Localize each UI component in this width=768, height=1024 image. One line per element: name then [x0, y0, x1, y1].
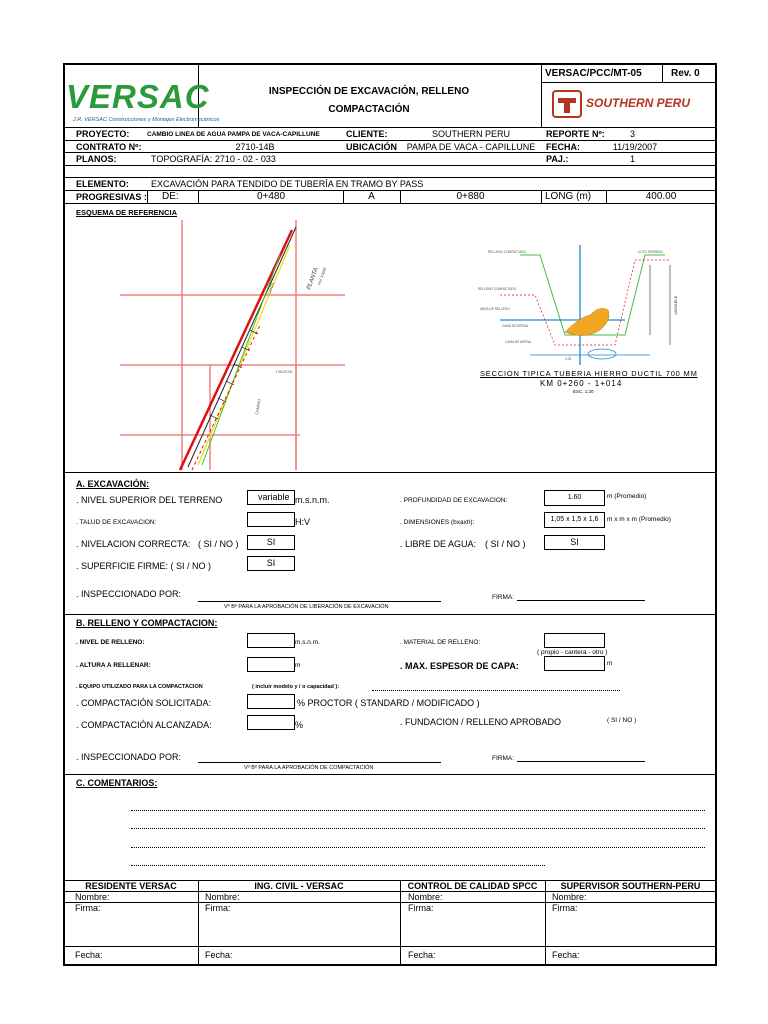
- superficie-firme-field[interactable]: SI: [247, 556, 295, 571]
- reporte-label: REPORTE Nº:: [546, 129, 605, 139]
- nivelacion-options: ( SI / NO ): [198, 539, 239, 549]
- svg-text:CANAL: CANAL: [266, 281, 276, 296]
- versac-logo: VERSAC: [66, 78, 210, 115]
- material-label: . MATERIAL DE RELLENO:: [400, 639, 481, 646]
- sig-nombre-1[interactable]: Nombre:: [75, 892, 110, 902]
- planos-value: TOPOGRAFÍA: 2710 - 02 - 033: [151, 154, 276, 164]
- divider: [541, 82, 716, 83]
- vobo-compactacion: Vº Bº PARA LA APROBACIÓN DE COMPACTACIÓN: [244, 765, 374, 771]
- divider: [64, 891, 716, 892]
- talud-field[interactable]: [247, 512, 295, 527]
- nivelacion-field[interactable]: SI: [247, 535, 295, 550]
- svg-text:1 BUZON: 1 BUZON: [275, 369, 293, 374]
- altura-unit: m: [295, 662, 301, 669]
- sig-col-calidad: CONTROL DE CALIDAD SPCC: [407, 881, 538, 891]
- divider: [64, 127, 716, 128]
- form-title-line2: COMPACTACIÓN: [328, 104, 410, 115]
- divider: [64, 152, 716, 153]
- divider: [400, 880, 401, 965]
- equipo-label: . EQUIPO UTILIZADO PARA LA COMPACTACION: [76, 684, 203, 690]
- svg-text:VARIABLE: VARIABLE: [673, 295, 678, 315]
- svg-text:CAMA DE ARENA: CAMA DE ARENA: [505, 340, 532, 344]
- superficie-firme-label: . SUPERFICIE FIRME: ( SI / NO ): [76, 561, 212, 571]
- svg-text:AREA DE RELLENO: AREA DE RELLENO: [480, 307, 510, 311]
- svg-text:RELLENO COMPACTADO: RELLENO COMPACTADO: [478, 287, 517, 291]
- vobo-excavacion: Vº Bº PARA LA APROBACIÓN DE LIBERACIÓN DE EXCAVACIÓN: [224, 604, 389, 610]
- profundidad-label: . PROFUNDIDAD DE EXCAVACION:: [400, 497, 508, 504]
- espesor-field[interactable]: [544, 656, 605, 671]
- divider: [64, 902, 716, 903]
- divider: [64, 140, 716, 141]
- firma-a-line[interactable]: [517, 600, 645, 601]
- sig-col-residente: RESIDENTE VERSAC: [85, 881, 177, 891]
- equipo-line[interactable]: [372, 690, 620, 691]
- nivel-sup-label: . NIVEL SUPERIOR DEL TERRENO: [76, 495, 223, 505]
- dimensiones-label: . DIMENSIONES (bxaxh):: [400, 519, 475, 526]
- comp-solicitada-unit: % PROCTOR ( STANDARD / MODIFICADO ): [297, 698, 480, 708]
- nivel-relleno-label: . NIVEL DE RELLENO:: [76, 639, 145, 646]
- plan-label: PLANTA: [306, 267, 320, 291]
- profundidad-field[interactable]: 1.60: [544, 490, 605, 506]
- sig-firma-1[interactable]: Firma:: [75, 903, 101, 913]
- nivel-relleno-unit: m.s.n.m.: [295, 639, 320, 646]
- section-km: KM 0+260 - 1+014: [540, 379, 623, 388]
- comp-alcanzada-unit: %: [295, 720, 304, 730]
- divider: [64, 472, 716, 473]
- divider: [541, 190, 542, 203]
- equipo-hint: ( incluir modelo y / o capacidad ):: [252, 684, 340, 690]
- logo-subtitle: J.R. VERSAC Construcciones y Montajes Electromecánicos: [73, 117, 220, 123]
- southern-peru-emblem: [552, 90, 582, 118]
- fecha-value: 11/19/2007: [612, 142, 658, 152]
- section-scale: ESC. 1:20: [573, 389, 594, 394]
- sig-fecha-1[interactable]: Fecha:: [75, 950, 103, 960]
- nivel-sup-field[interactable]: variable: [247, 490, 295, 505]
- sig-firma-4[interactable]: Firma:: [552, 903, 578, 913]
- inspeccionado-b-label: . INSPECCIONADO POR:: [76, 752, 182, 762]
- cliente-label: CLIENTE:: [346, 129, 388, 139]
- nivel-relleno-field[interactable]: [247, 633, 295, 648]
- material-options: ( propio - cantera - otro ): [537, 649, 608, 656]
- paj-label: PAJ.:: [546, 154, 569, 164]
- divider: [64, 774, 716, 775]
- svg-text:1.05: 1.05: [565, 357, 572, 361]
- section-title: SECCION TIPICA TUBERIA HIERRO DUCTIL 700 MM: [480, 369, 698, 378]
- comp-alcanzada-field[interactable]: [247, 715, 295, 730]
- comp-solicitada-label: . COMPACTACIÓN SOLICITADA:: [76, 698, 212, 708]
- firma-a-label: FIRMA:: [492, 594, 515, 601]
- cliente-value: SOUTHERN PERU: [431, 129, 510, 139]
- doc-code: VERSAC/PCC/MT-05: [545, 68, 642, 79]
- svg-text:COTA TERRENO: COTA TERRENO: [638, 250, 663, 254]
- divider: [198, 190, 199, 203]
- inspeccionado-a-line[interactable]: [198, 601, 441, 602]
- plan-view-drawing: [110, 215, 350, 475]
- talud-unit: H:V: [295, 517, 311, 527]
- long-value: 400.00: [645, 191, 677, 202]
- divider: [662, 64, 663, 82]
- comment-line-2[interactable]: [131, 828, 705, 829]
- svg-text:RELLENO COMPACTADO: RELLENO COMPACTADO: [488, 250, 527, 254]
- southern-peru-logo: SOUTHERN PERU: [586, 96, 691, 110]
- sig-col-ing-civil: ING. CIVIL - VERSAC: [254, 881, 344, 891]
- a-label: A: [368, 191, 375, 202]
- ubicacion-value: PAMPA DE VACA - CAPILLUNE: [406, 142, 536, 152]
- inspeccionado-a-label: . INSPECCIONADO POR:: [76, 589, 182, 599]
- libre-agua-field[interactable]: SI: [544, 535, 605, 550]
- divider: [64, 946, 716, 947]
- nivel-sup-unit: m.s.n.m.: [295, 495, 330, 505]
- sig-firma-2[interactable]: Firma:: [205, 903, 231, 913]
- sig-fecha-3[interactable]: Fecha:: [408, 950, 436, 960]
- fundacion-label: . FUNDACION / RELLENO APROBADO: [400, 717, 562, 727]
- plan-scale: Hor. 1:5000: [317, 266, 328, 286]
- comment-line-1[interactable]: [131, 810, 705, 811]
- sig-firma-3[interactable]: Firma:: [408, 903, 434, 913]
- divider: [64, 203, 716, 204]
- espesor-unit: m: [607, 660, 613, 667]
- form-title-line1: INSPECCIÓN DE EXCAVACIÓN, RELLENO: [268, 86, 470, 97]
- divider: [147, 190, 148, 203]
- sig-nombre-4[interactable]: Nombre:: [552, 892, 587, 902]
- comment-line-4[interactable]: [131, 865, 545, 866]
- excavacion-title: A. EXCAVACIÓN:: [76, 479, 150, 489]
- comp-solicitada-field[interactable]: [247, 694, 295, 709]
- comment-line-3[interactable]: [131, 847, 705, 848]
- dimensiones-unit: m x m x m (Promedio): [607, 516, 671, 523]
- divider: [64, 165, 716, 166]
- sig-fecha-2[interactable]: Fecha:: [205, 950, 233, 960]
- planos-label: PLANOS:: [76, 154, 117, 164]
- elemento-label: ELEMENTO:: [76, 179, 129, 189]
- inspeccionado-b-line[interactable]: [198, 762, 441, 763]
- divider: [541, 64, 542, 127]
- nivelacion-label: . NIVELACION CORRECTA:: [76, 539, 191, 549]
- comentarios-title: C. COMENTARIOS:: [76, 778, 158, 788]
- firma-b-line[interactable]: [517, 761, 645, 762]
- material-field[interactable]: [544, 633, 605, 648]
- relleno-title: B. RELLENO Y COMPACTACION:: [76, 618, 218, 628]
- espesor-label: . MAX. ESPESOR DE CAPA:: [400, 661, 519, 671]
- firma-b-label: FIRMA:: [492, 755, 515, 762]
- libre-agua-label: . LIBRE DE AGUA:: [400, 539, 477, 549]
- libre-agua-options: ( SI / NO ): [485, 539, 526, 549]
- revision: Rev. 0: [671, 68, 700, 79]
- dimensiones-field[interactable]: 1,05 x 1,5 x 1,6: [544, 512, 605, 528]
- svg-text:CAMA DE ARENA: CAMA DE ARENA: [502, 324, 529, 328]
- altura-field[interactable]: [247, 657, 295, 672]
- contrato-label: CONTRATO Nº:: [76, 142, 142, 152]
- ubicacion-label: UBICACIÓN: [346, 142, 397, 152]
- divider: [545, 880, 546, 965]
- sig-nombre-3[interactable]: Nombre:: [408, 892, 443, 902]
- reporte-value: 3: [629, 129, 635, 139]
- proyecto-value: CAMBIO LINEA DE AGUA PAMPA DE VACA-CAPILLUNE: [147, 131, 320, 138]
- divider: [64, 177, 716, 178]
- long-label: LONG (m): [545, 191, 592, 202]
- sig-fecha-4[interactable]: Fecha:: [552, 950, 580, 960]
- sig-nombre-2[interactable]: Nombre:: [205, 892, 240, 902]
- de-value: 0+480: [256, 191, 286, 202]
- altura-label: . ALTURA A RELLENAR:: [76, 662, 151, 669]
- fecha-label: FECHA:: [546, 142, 580, 152]
- elemento-value: EXCAVACIÓN PARA TENDIDO DE TUBERÍA EN TRAMO BY PASS: [151, 179, 424, 189]
- esquema-label: ESQUEMA DE REFERENCIA: [76, 208, 177, 217]
- progresivas-label: PROGRESIVAS :: [76, 192, 147, 202]
- comp-alcanzada-label: . COMPACTACIÓN ALCANZADA:: [76, 720, 212, 730]
- de-label: DE:: [162, 191, 179, 202]
- contrato-value: 2710-14B: [235, 142, 275, 152]
- proyecto-label: PROYECTO:: [76, 129, 130, 139]
- paj-value: 1: [629, 154, 635, 164]
- divider: [64, 614, 716, 615]
- profundidad-unit: m (Promedio): [607, 493, 647, 500]
- fundacion-options: ( SI / NO ): [607, 717, 637, 724]
- talud-label: . TALUD DE EXCAVACION:: [76, 519, 157, 526]
- sig-col-supervisor: SUPERVISOR SOUTHERN-PERU: [560, 881, 701, 891]
- svg-text:CAMINO: CAMINO: [254, 398, 262, 416]
- divider: [198, 880, 199, 965]
- a-value: 0+880: [456, 191, 485, 202]
